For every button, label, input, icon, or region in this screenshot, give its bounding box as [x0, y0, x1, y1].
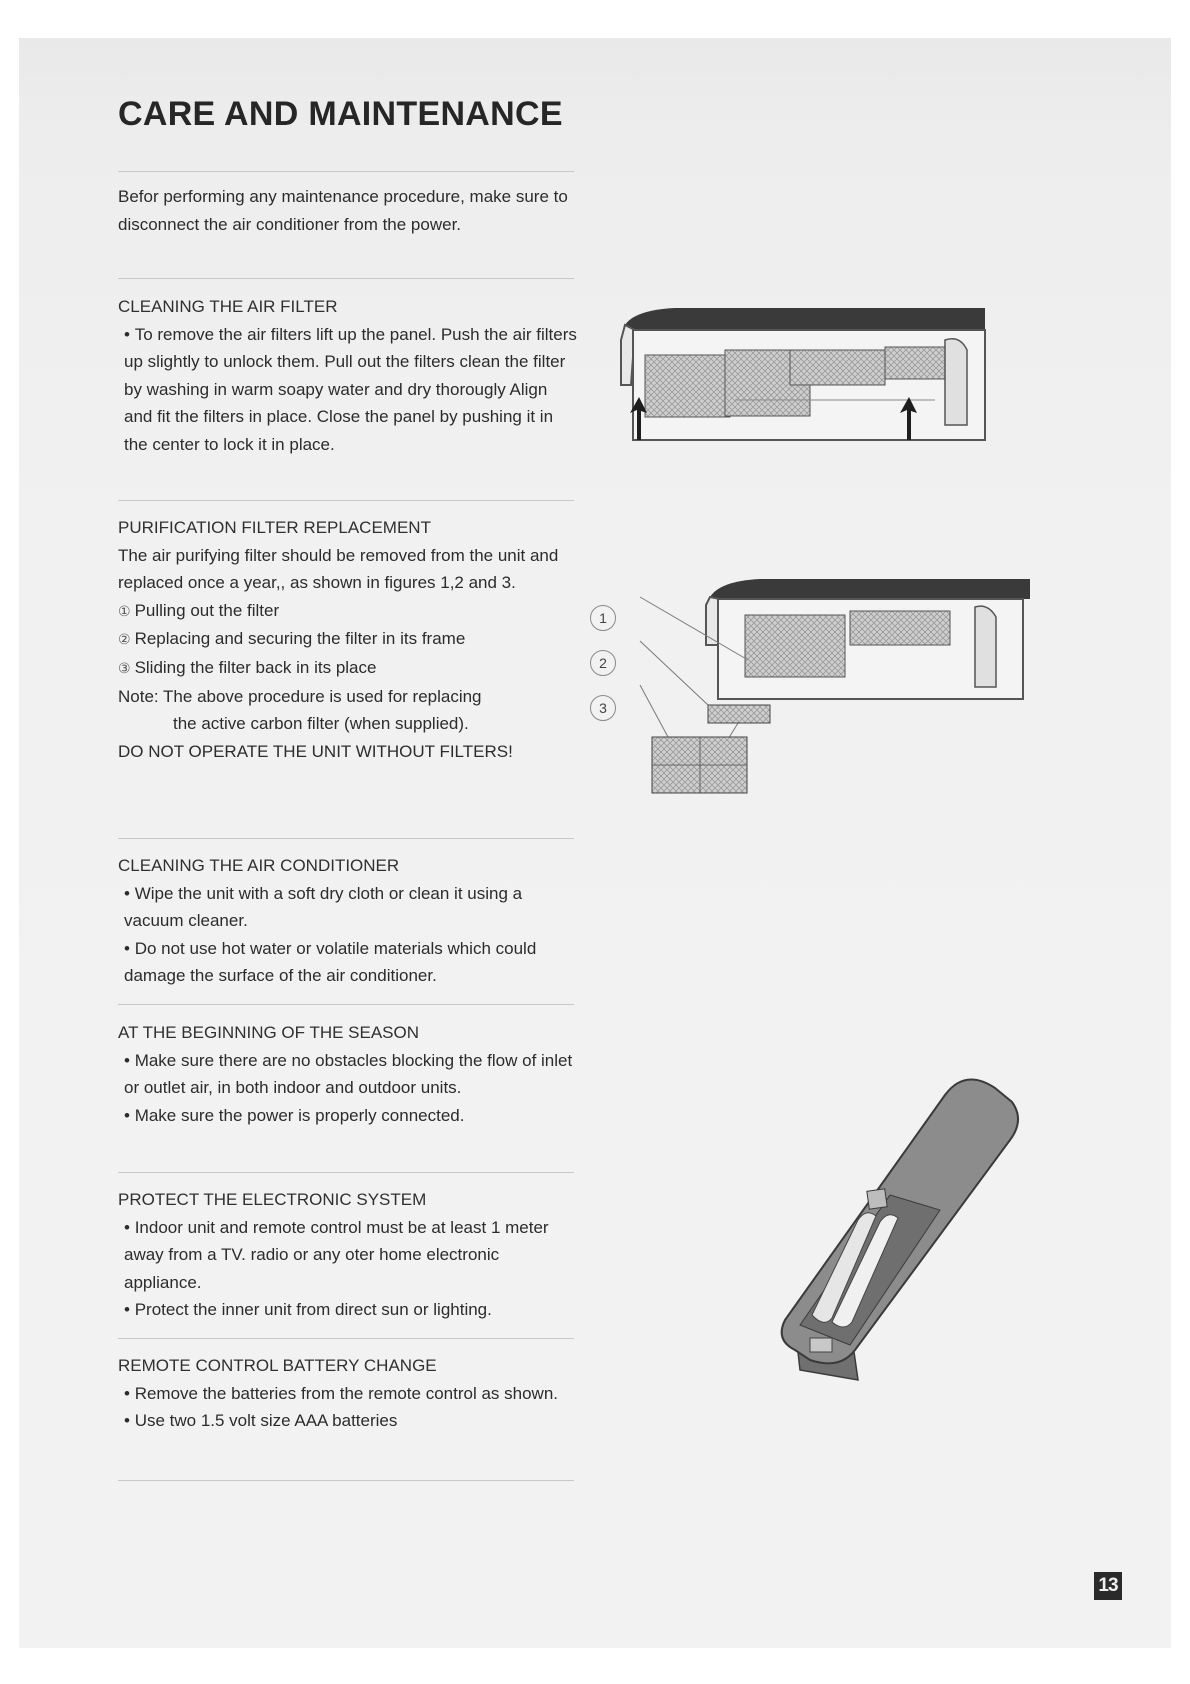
bullet-item: • Do not use hot water or volatile materials which could damage the surface of the air conditioner.	[118, 935, 580, 990]
step-mark: ②	[118, 631, 131, 648]
divider	[118, 278, 574, 279]
bullet-item: • Remove the batteries from the remote control as shown.	[118, 1380, 580, 1408]
divider	[118, 1172, 574, 1173]
bullet-item: • Indoor unit and remote control must be at least 1 meter away from a TV. radio or any oter home electronic appliance.	[118, 1214, 580, 1297]
section-heading: AT THE BEGINNING OF THE SEASON	[118, 1023, 420, 1042]
warning-text: DO NOT OPERATE THE UNIT WITHOUT FILTERS!	[118, 741, 513, 761]
section-heading: REMOTE CONTROL BATTERY CHANGE	[118, 1356, 437, 1375]
section-battery	[118, 1352, 580, 1435]
section-cleaning-ac	[118, 852, 580, 990]
page-title: CARE AND MAINTENANCE	[118, 95, 563, 133]
section-electronic	[118, 1186, 580, 1324]
section-season	[118, 1019, 580, 1129]
divider	[118, 1338, 574, 1339]
section-heading: CLEANING THE AIR FILTER	[118, 297, 338, 316]
divider	[118, 1004, 574, 1005]
note-line: the active carbon filter (when supplied).	[173, 714, 469, 734]
page-number: 13	[1094, 1572, 1122, 1600]
indoor-unit-filter-illustration	[615, 305, 1000, 455]
divider	[118, 500, 574, 501]
bullet-item: • Make sure the power is properly connected.	[118, 1102, 580, 1130]
section-air-filter	[118, 293, 580, 459]
bullet-item: • Make sure there are no obstacles blocking the flow of inlet or outlet air, in both indoor and outdoor units.	[118, 1047, 580, 1102]
figure-callout-1: 1	[590, 605, 616, 631]
bullet-item: • Wipe the unit with a soft dry cloth or clean it using a vacuum cleaner.	[118, 880, 580, 935]
step-text: Pulling out the filter	[134, 600, 280, 620]
section-heading: PROTECT THE ELECTRONIC SYSTEM	[118, 1190, 427, 1209]
step-item	[118, 597, 580, 626]
section-heading: PURIFICATION FILTER REPLACEMENT	[118, 518, 431, 537]
divider	[118, 171, 574, 172]
purification-filter-illustration	[610, 575, 1030, 810]
section-body: • To remove the air filters lift up the panel. Push the air filters up slightly to unlock them. Pull out the filters clean the filter by washing in warm soapy water and dry thorougly Align and fit the filters in place. Close the panel by pushing it in the center to lock it in place.	[118, 321, 580, 459]
intro-text-block	[118, 183, 580, 238]
divider	[118, 838, 574, 839]
note-line: Note: The above procedure is used for replacing	[118, 686, 482, 706]
bullet-item: • Protect the inner unit from direct sun or lighting.	[118, 1296, 580, 1324]
step-item	[118, 654, 580, 683]
step-mark: ③	[118, 659, 131, 676]
step-mark: ①	[118, 602, 131, 619]
step-text: Replacing and securing the filter in its frame	[134, 629, 466, 649]
step-text: Sliding the filter back in its place	[134, 657, 377, 677]
section-body: The air purifying filter should be removed from the unit and replaced once a year,, as shown in figures 1,2 and 3.	[118, 545, 559, 593]
remote-control-battery-illustration	[740, 1070, 1030, 1390]
figure-callout-2: 2	[590, 650, 616, 676]
section-heading: CLEANING THE AIR CONDITIONER	[118, 856, 400, 875]
step-item	[118, 625, 580, 654]
bullet-item: • Use two 1.5 volt size AAA batteries	[118, 1407, 580, 1435]
figure-callout-3: 3	[590, 695, 616, 721]
section-purification	[118, 514, 580, 765]
divider	[118, 1480, 574, 1481]
intro-text: Befor performing any maintenance procedure, make sure to disconnect the air conditioner from the power.	[118, 187, 568, 234]
